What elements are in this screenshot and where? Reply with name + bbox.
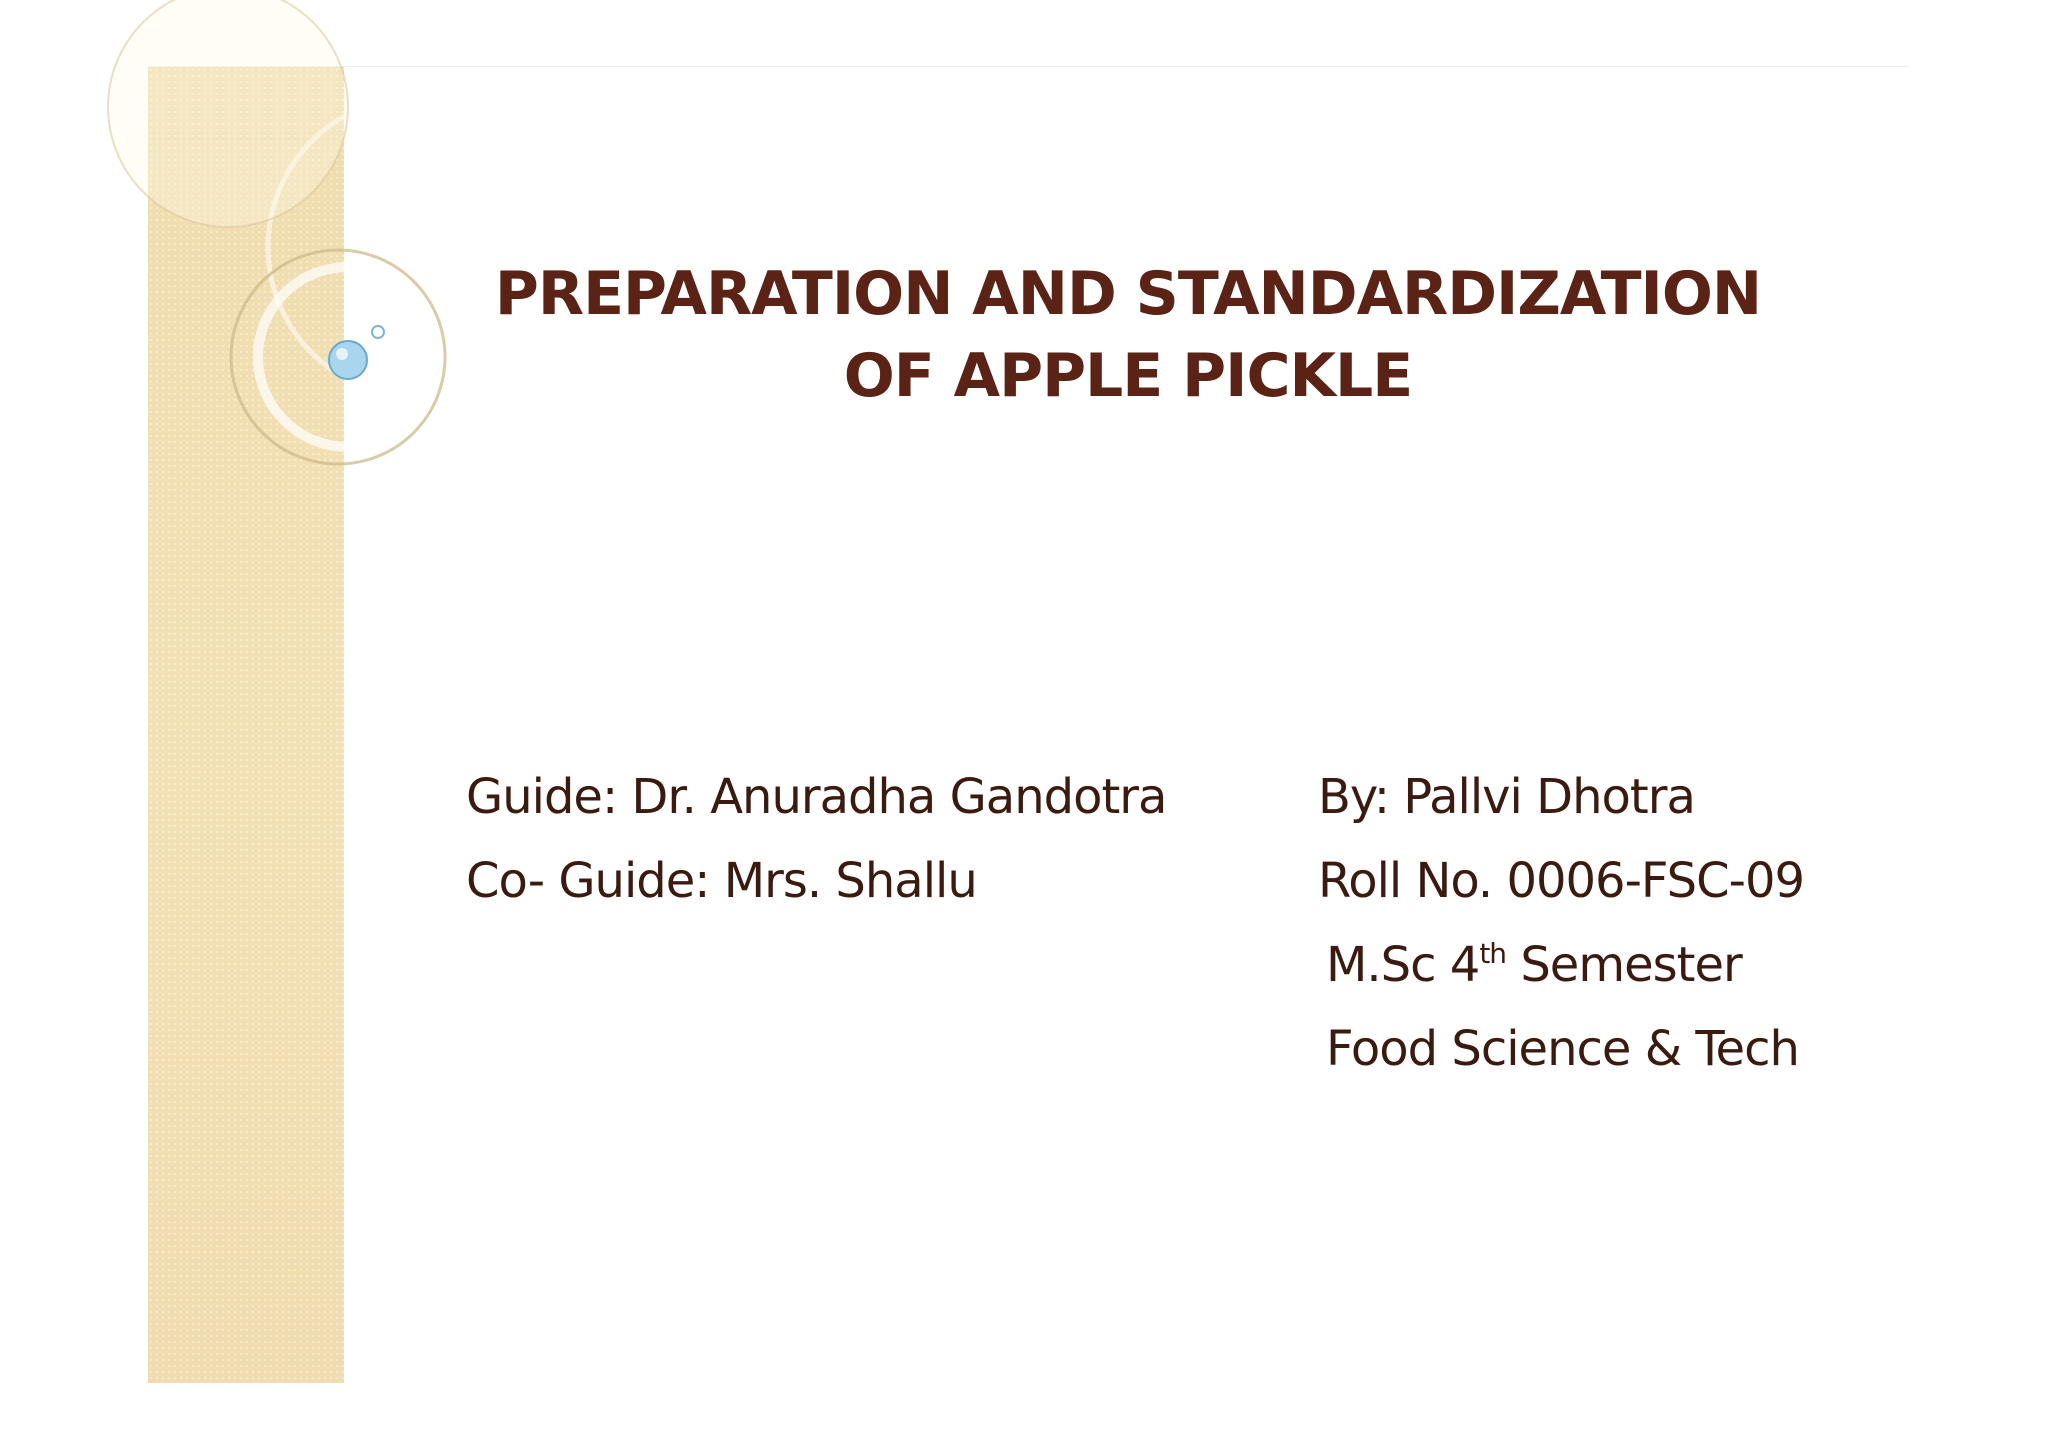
top-circle-decoration [108,0,348,227]
guide-text: Guide: Dr. Anuradha Gandotra [466,769,1167,825]
co-guide-text: Co- Guide: Mrs. Shallu [466,853,977,909]
bubble-highlight [336,348,348,360]
title-line-1: PREPARATION AND STANDARDIZATION [494,259,1762,329]
author-text: By: Pallvi Dhotra [1318,769,1695,825]
slide [148,66,1908,1383]
department-text: Food Science & Tech [1326,1021,1799,1077]
circle-decoration-icon [148,67,408,507]
title-line-2: OF APPLE PICKLE [843,341,1413,411]
semester-superscript: th [1479,937,1507,970]
semester-suffix: Semester [1506,937,1742,993]
semester-text [1326,937,1742,993]
blue-bubble-icon [329,341,367,379]
semester-prefix: M.Sc 4 [1326,937,1480,993]
roll-number-text: Roll No. 0006-FSC-09 [1318,853,1805,909]
small-bubble-icon [372,326,384,338]
slide-title [438,253,1818,417]
